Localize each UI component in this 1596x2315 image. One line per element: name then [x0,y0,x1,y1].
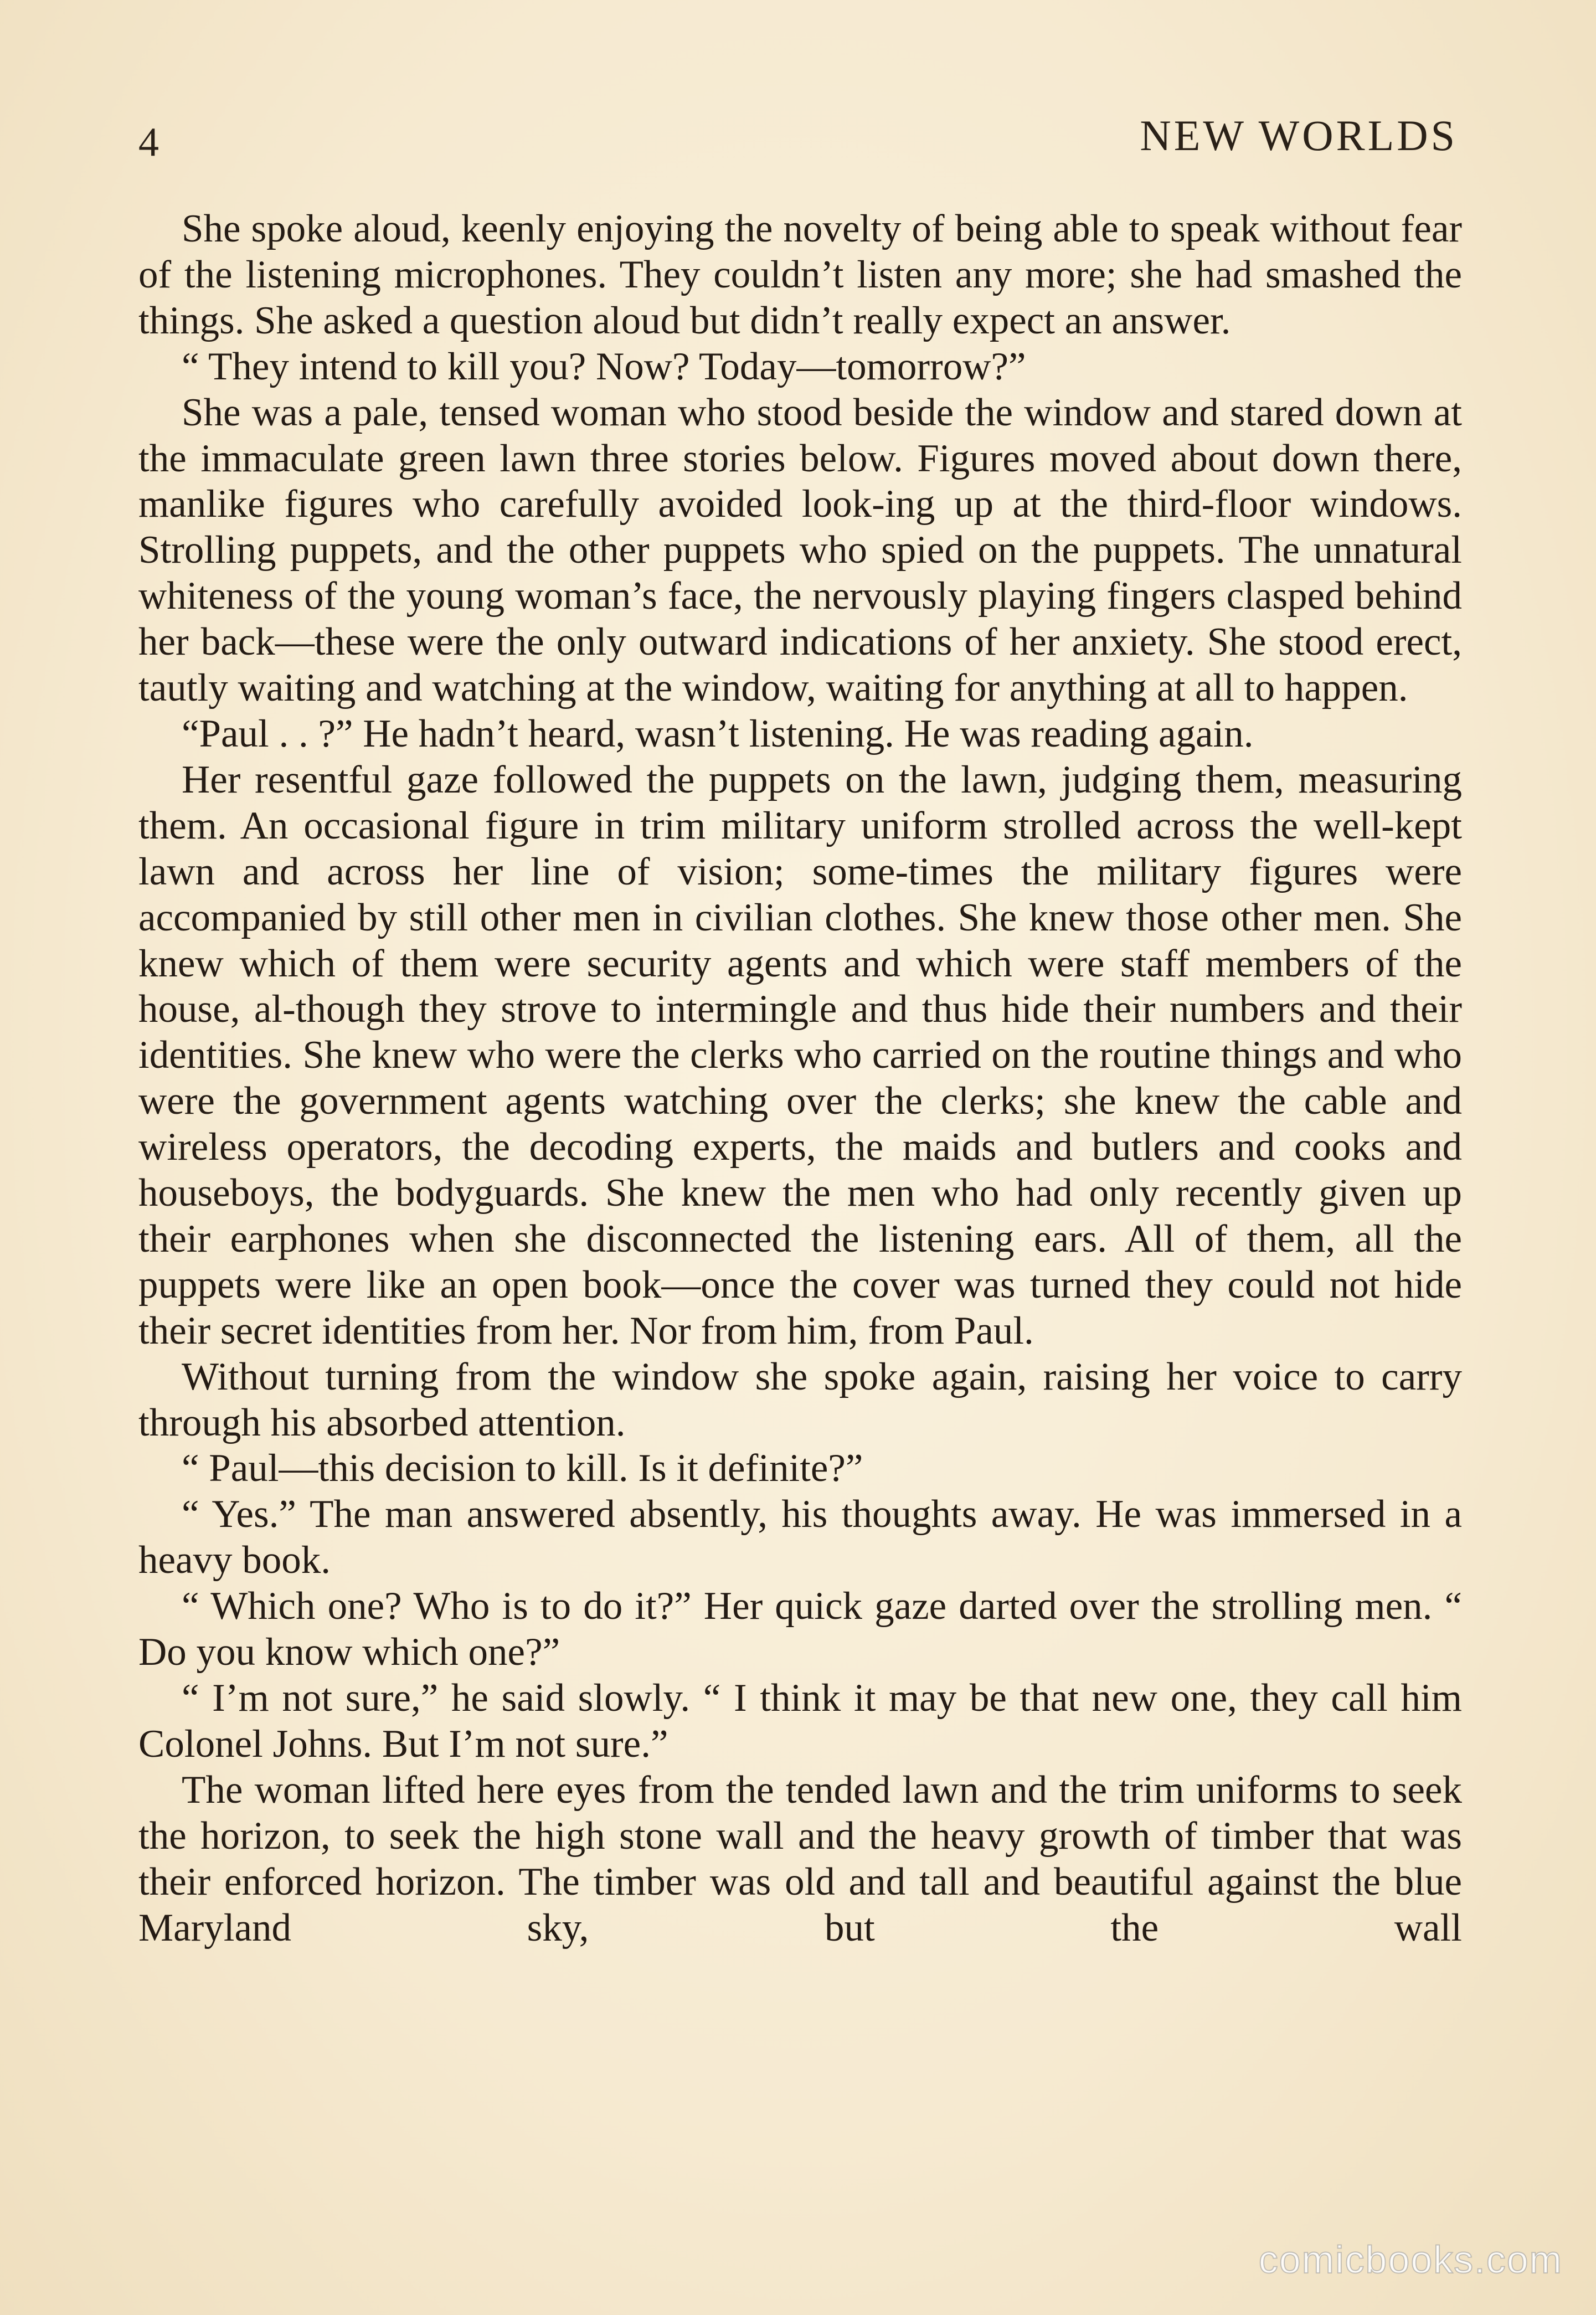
paragraph: “ Which one? Who is to do it?” Her quick gaze darted over the strolling men. “ Do you know which one?” [138,1585,1462,1674]
page-header [138,108,1458,169]
paragraph: The woman lifted here eyes from the tended lawn and the trim uniforms to seek the horizon, to seek the high stone wall and the heavy growth of timber that was their enforced horizon. The timber was old and tall and beautiful against the blue Maryland sky, but the wall [138,1768,1462,1949]
paragraph: “ Paul—this decision to kill. Is it definite?” [182,1447,863,1490]
watermark: comicbooks.com [1258,2238,1563,2281]
running-head: NEW WORLDS [1140,111,1458,160]
paragraph: “ I’m not sure,” he said slowly. “ I think it may be that new one, they call him Colonel Johns. But I’m not sure.” [138,1676,1462,1766]
paragraph: She was a pale, tensed woman who stood beside the window and stared down at the immaculate green lawn three stories below. Figures moved about down there, manlike figures who carefully avoided look-ing up at the third-floor windows. Strolling puppets, and the other puppets who spied on the puppets. The unnatural whiteness of the young woman’s face, the nervously playing fingers clasped behind her back—these were the only outward indications of her anxiety. She stood erect, tautly waiting and watching at the window, waiting for anything at all to happen. [138,390,1462,710]
paragraph: She spoke aloud, keenly enjoying the novelty of being able to speak without fear of the listening microphones. They couldn’t listen any more; she had smashed the things. She asked a question aloud but didn’t really expect an answer. [138,207,1462,342]
paragraph: Without turning from the window she spoke again, raising her voice to carry through his absorbed attention. [138,1355,1462,1444]
page-number: 4 [138,120,159,165]
paragraph: Her resentful gaze followed the puppets on the lawn, judging them, measuring them. An occasional figure in trim military uniform strolled across the well-kept lawn and across her line of vision; some-times the military figures were accompanied by still other men in civilian clothes. She knew those other men. She knew which of them were security agents and which were staff members of the house, al-though they strove to intermingle and thus hide their numbers and their identities. She knew who were the clerks who carried on the routine things and who were the government agents watching over the clerks; she knew the cable and wireless operators, the decoding experts, the maids and butlers and cooks and houseboys, the bodyguards. She knew the men who had only recently given up their earphones when she disconnected the listening ears. All of them, all the puppets were like an open book—once the cover was turned they could not hide their secret identities from her. Nor from him, from Paul. [138,758,1462,1352]
body-text [138,206,1462,1951]
paragraph: “ Yes.” The man answered absently, his thoughts away. He was immersed in a heavy book. [138,1493,1462,1582]
paragraph: “ They intend to kill you? Now? Today—tomorrow?” [182,344,1026,388]
paragraph: “Paul . . ?” He hadn’t heard, wasn’t listening. He was reading again. [182,712,1254,755]
